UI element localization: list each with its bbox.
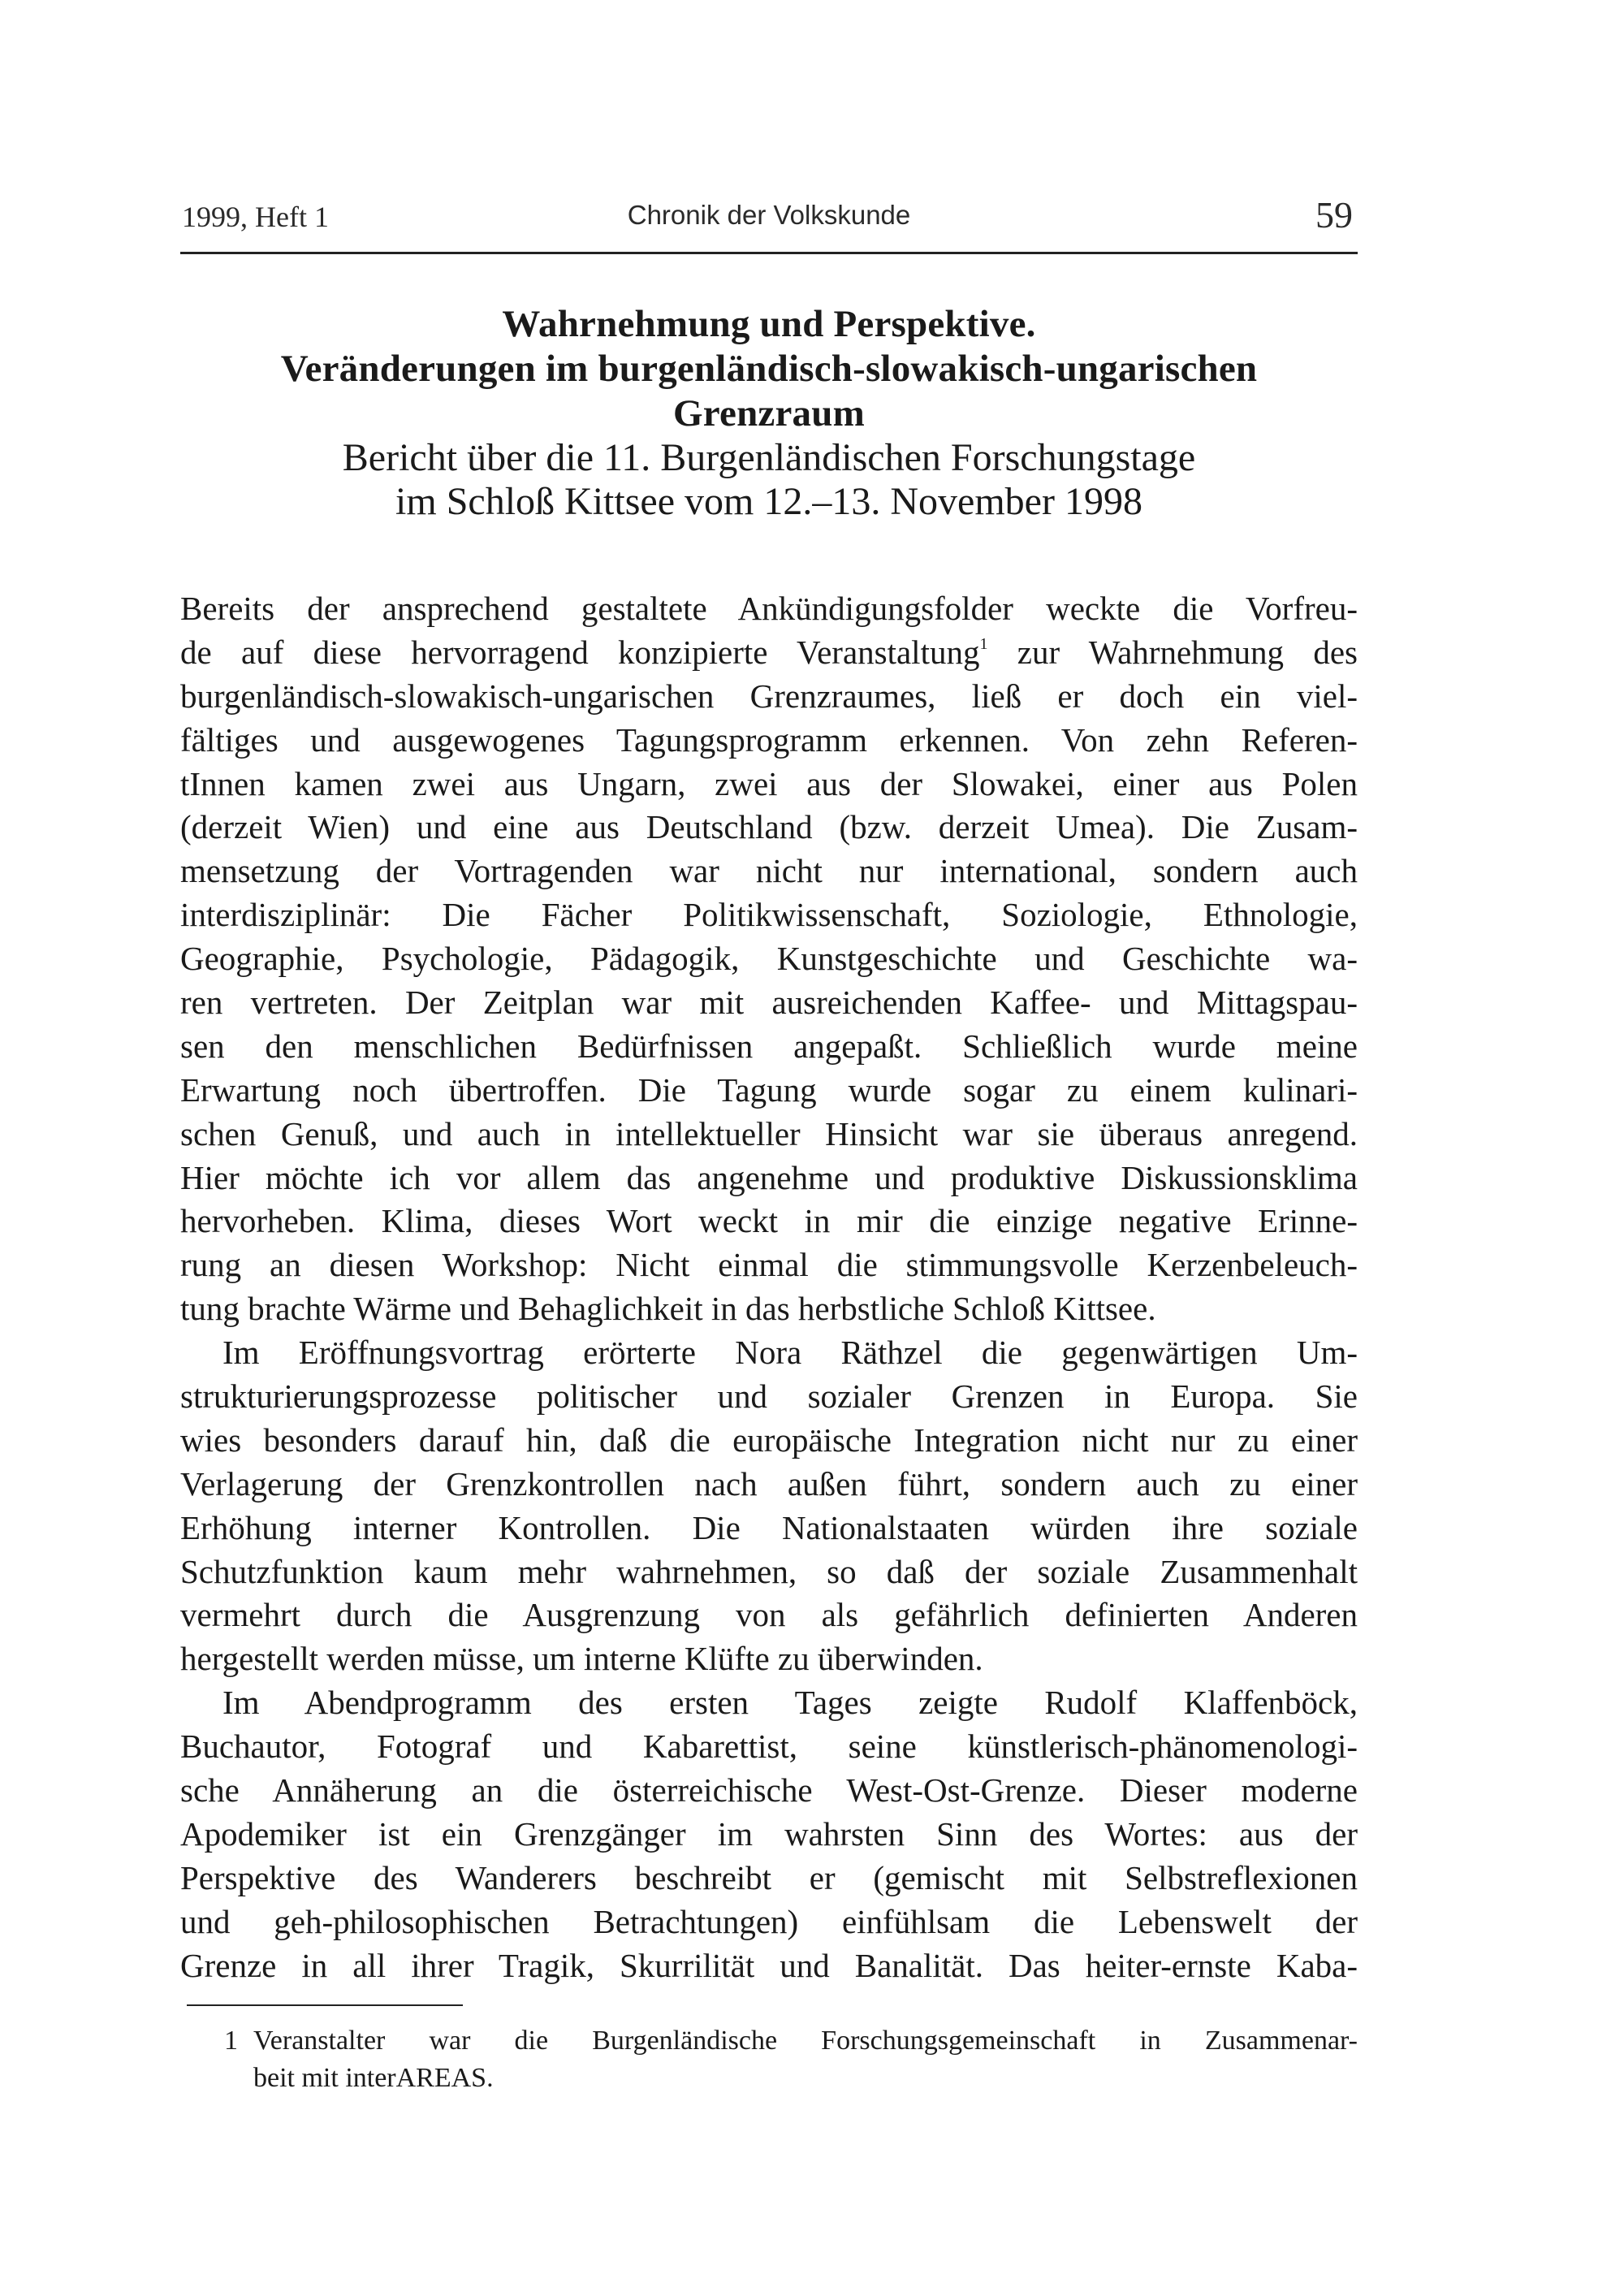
body-line: Hier möchte ich vor allem das angenehme und produktive Diskussionsklima bbox=[180, 1158, 1358, 1196]
article-subtitle-line: im Schloß Kittsee vom 12.–13. November 1998 bbox=[395, 480, 1142, 523]
footnote-line: beit mit interAREAS. bbox=[253, 2063, 494, 2093]
journal-title: Chronik der Volkskunde bbox=[627, 200, 911, 230]
body-line: strukturierungsprozesse politischer und sozialer Grenzen in Europa. Sie bbox=[180, 1377, 1358, 1416]
body-line: interdisziplinär: Die Fächer Politikwissenschaft, Soziologie, Ethnologie, bbox=[180, 896, 1358, 934]
footnote bbox=[180, 2022, 1358, 2097]
issue-label: 1999, Heft 1 bbox=[182, 201, 329, 233]
body-line: wies besonders darauf hin, daß die europäische Integration nicht nur zu einer bbox=[180, 1420, 1358, 1459]
body-line: Perspektive des Wanderers beschreibt er (gemischt mit Selbstreflexionen bbox=[180, 1858, 1358, 1896]
footnote-rule bbox=[187, 2004, 463, 2006]
body-line: schen Genuß, und auch in intellektueller Hinsicht war sie überaus anregend. bbox=[180, 1114, 1358, 1152]
footnote-number: 1 bbox=[224, 2026, 238, 2056]
body-line: tInnen kamen zwei aus Ungarn, zwei aus der Slowakei, einer aus Polen bbox=[180, 764, 1358, 802]
body-line: Apodemiker ist ein Grenzgänger im wahrsten Sinn des Wortes: aus der bbox=[180, 1814, 1358, 1853]
body-line: Im Eröffnungsvortrag erörterte Nora Räthzel die gegenwärtigen Um- bbox=[222, 1334, 1358, 1372]
body-line: und geh-philosophischen Betrachtungen) einfühlsam die Lebenswelt der bbox=[180, 1902, 1358, 1940]
footnote-text bbox=[253, 2022, 1358, 2097]
footnote-line: Veranstalter war die Burgenländische Forschungsgemeinschaft in Zusammenar- bbox=[253, 2026, 1358, 2056]
body-line: ren vertreten. Der Zeitplan war mit ausreichenden Kaffee- und Mittagspau- bbox=[180, 984, 1358, 1022]
body-line: (derzeit Wien) und eine aus Deutschland (bzw. derzeit Umea). Die Zusam- bbox=[180, 808, 1358, 846]
body-line: hergestellt werden müsse, um interne Klüfte zu überwinden. bbox=[180, 1640, 983, 1678]
body-line: vermehrt durch die Ausgrenzung von als gefährlich definierten Anderen bbox=[180, 1596, 1358, 1634]
body-line: rung an diesen Workshop: Nicht einmal die stimmungsvolle Kerzenbeleuch- bbox=[180, 1246, 1358, 1284]
body-line: Im Abendprogramm des ersten Tages zeigte Rudolf Klaffenböck, bbox=[222, 1684, 1358, 1722]
body-line: hervorheben. Klima, dieses Wort weckt in mir die einzige negative Erinne- bbox=[180, 1202, 1358, 1240]
body-line: sche Annäherung an die österreichische West-Ost-Grenze. Dieser moderne bbox=[180, 1771, 1358, 1810]
header-rule bbox=[180, 252, 1358, 254]
body-line: Geographie, Psychologie, Pädagogik, Kunstgeschichte und Geschichte wa- bbox=[180, 940, 1358, 978]
article-body bbox=[180, 587, 1358, 1988]
body-line: Verlagerung der Grenzkontrollen nach außen führt, sondern auch zu einer bbox=[180, 1464, 1358, 1503]
body-line: Erwartung noch übertroffen. Die Tagung wurde sogar zu einem kulinari- bbox=[180, 1070, 1358, 1109]
footnote-reference[interactable]: 1 bbox=[979, 634, 988, 653]
body-line: mensetzung der Vortragenden war nicht nur international, sondern auch bbox=[180, 852, 1358, 890]
article-title-line: Veränderungen im burgenländisch-slowakisch-ungarischen bbox=[280, 348, 1258, 390]
body-line: burgenländisch-slowakisch-ungarischen Grenzraumes, ließ er doch ein viel- bbox=[180, 677, 1358, 715]
body-line-part: zur Wahrnehmung des bbox=[1017, 633, 1358, 671]
body-line-part: de auf diese hervorragend konzipierte Veranstaltung bbox=[180, 633, 980, 671]
body-line: tung brachte Wärme und Behaglichkeit in das herbstliche Schloß Kittsee. bbox=[180, 1290, 1156, 1328]
body-line: fältiges und ausgewogenes Tagungsprogramm erkennen. Von zehn Referen- bbox=[180, 720, 1358, 759]
article-subtitle-line: Bericht über die 11. Burgenländischen Forschungstage bbox=[342, 436, 1196, 479]
body-line: Schutzfunktion kaum mehr wahrnehmen, so daß der soziale Zusammenhalt bbox=[180, 1552, 1358, 1590]
page-number: 59 bbox=[1315, 194, 1353, 236]
body-line: Buchautor, Fotograf und Kabarettist, seine künstlerisch-phänomenologi- bbox=[180, 1727, 1358, 1766]
body-line: Erhöhung interner Kontrollen. Die Nationalstaaten würden ihre soziale bbox=[180, 1508, 1358, 1546]
body-line bbox=[180, 631, 1358, 675]
body-line: Grenze in all ihrer Tragik, Skurrilität und Banalität. Das heiter-ernste Kaba- bbox=[180, 1946, 1358, 1984]
body-line: sen den menschlichen Bedürfnissen angepaßt. Schließlich wurde meine bbox=[180, 1027, 1358, 1065]
article-title-line: Grenzraum bbox=[673, 392, 865, 435]
body-line: Bereits der ansprechend gestaltete Ankündigungsfolder weckte die Vorfreu- bbox=[180, 590, 1358, 627]
article-title-block bbox=[180, 302, 1358, 524]
article-title-line: Wahrnehmung und Perspektive. bbox=[502, 303, 1036, 345]
running-head bbox=[180, 193, 1358, 234]
